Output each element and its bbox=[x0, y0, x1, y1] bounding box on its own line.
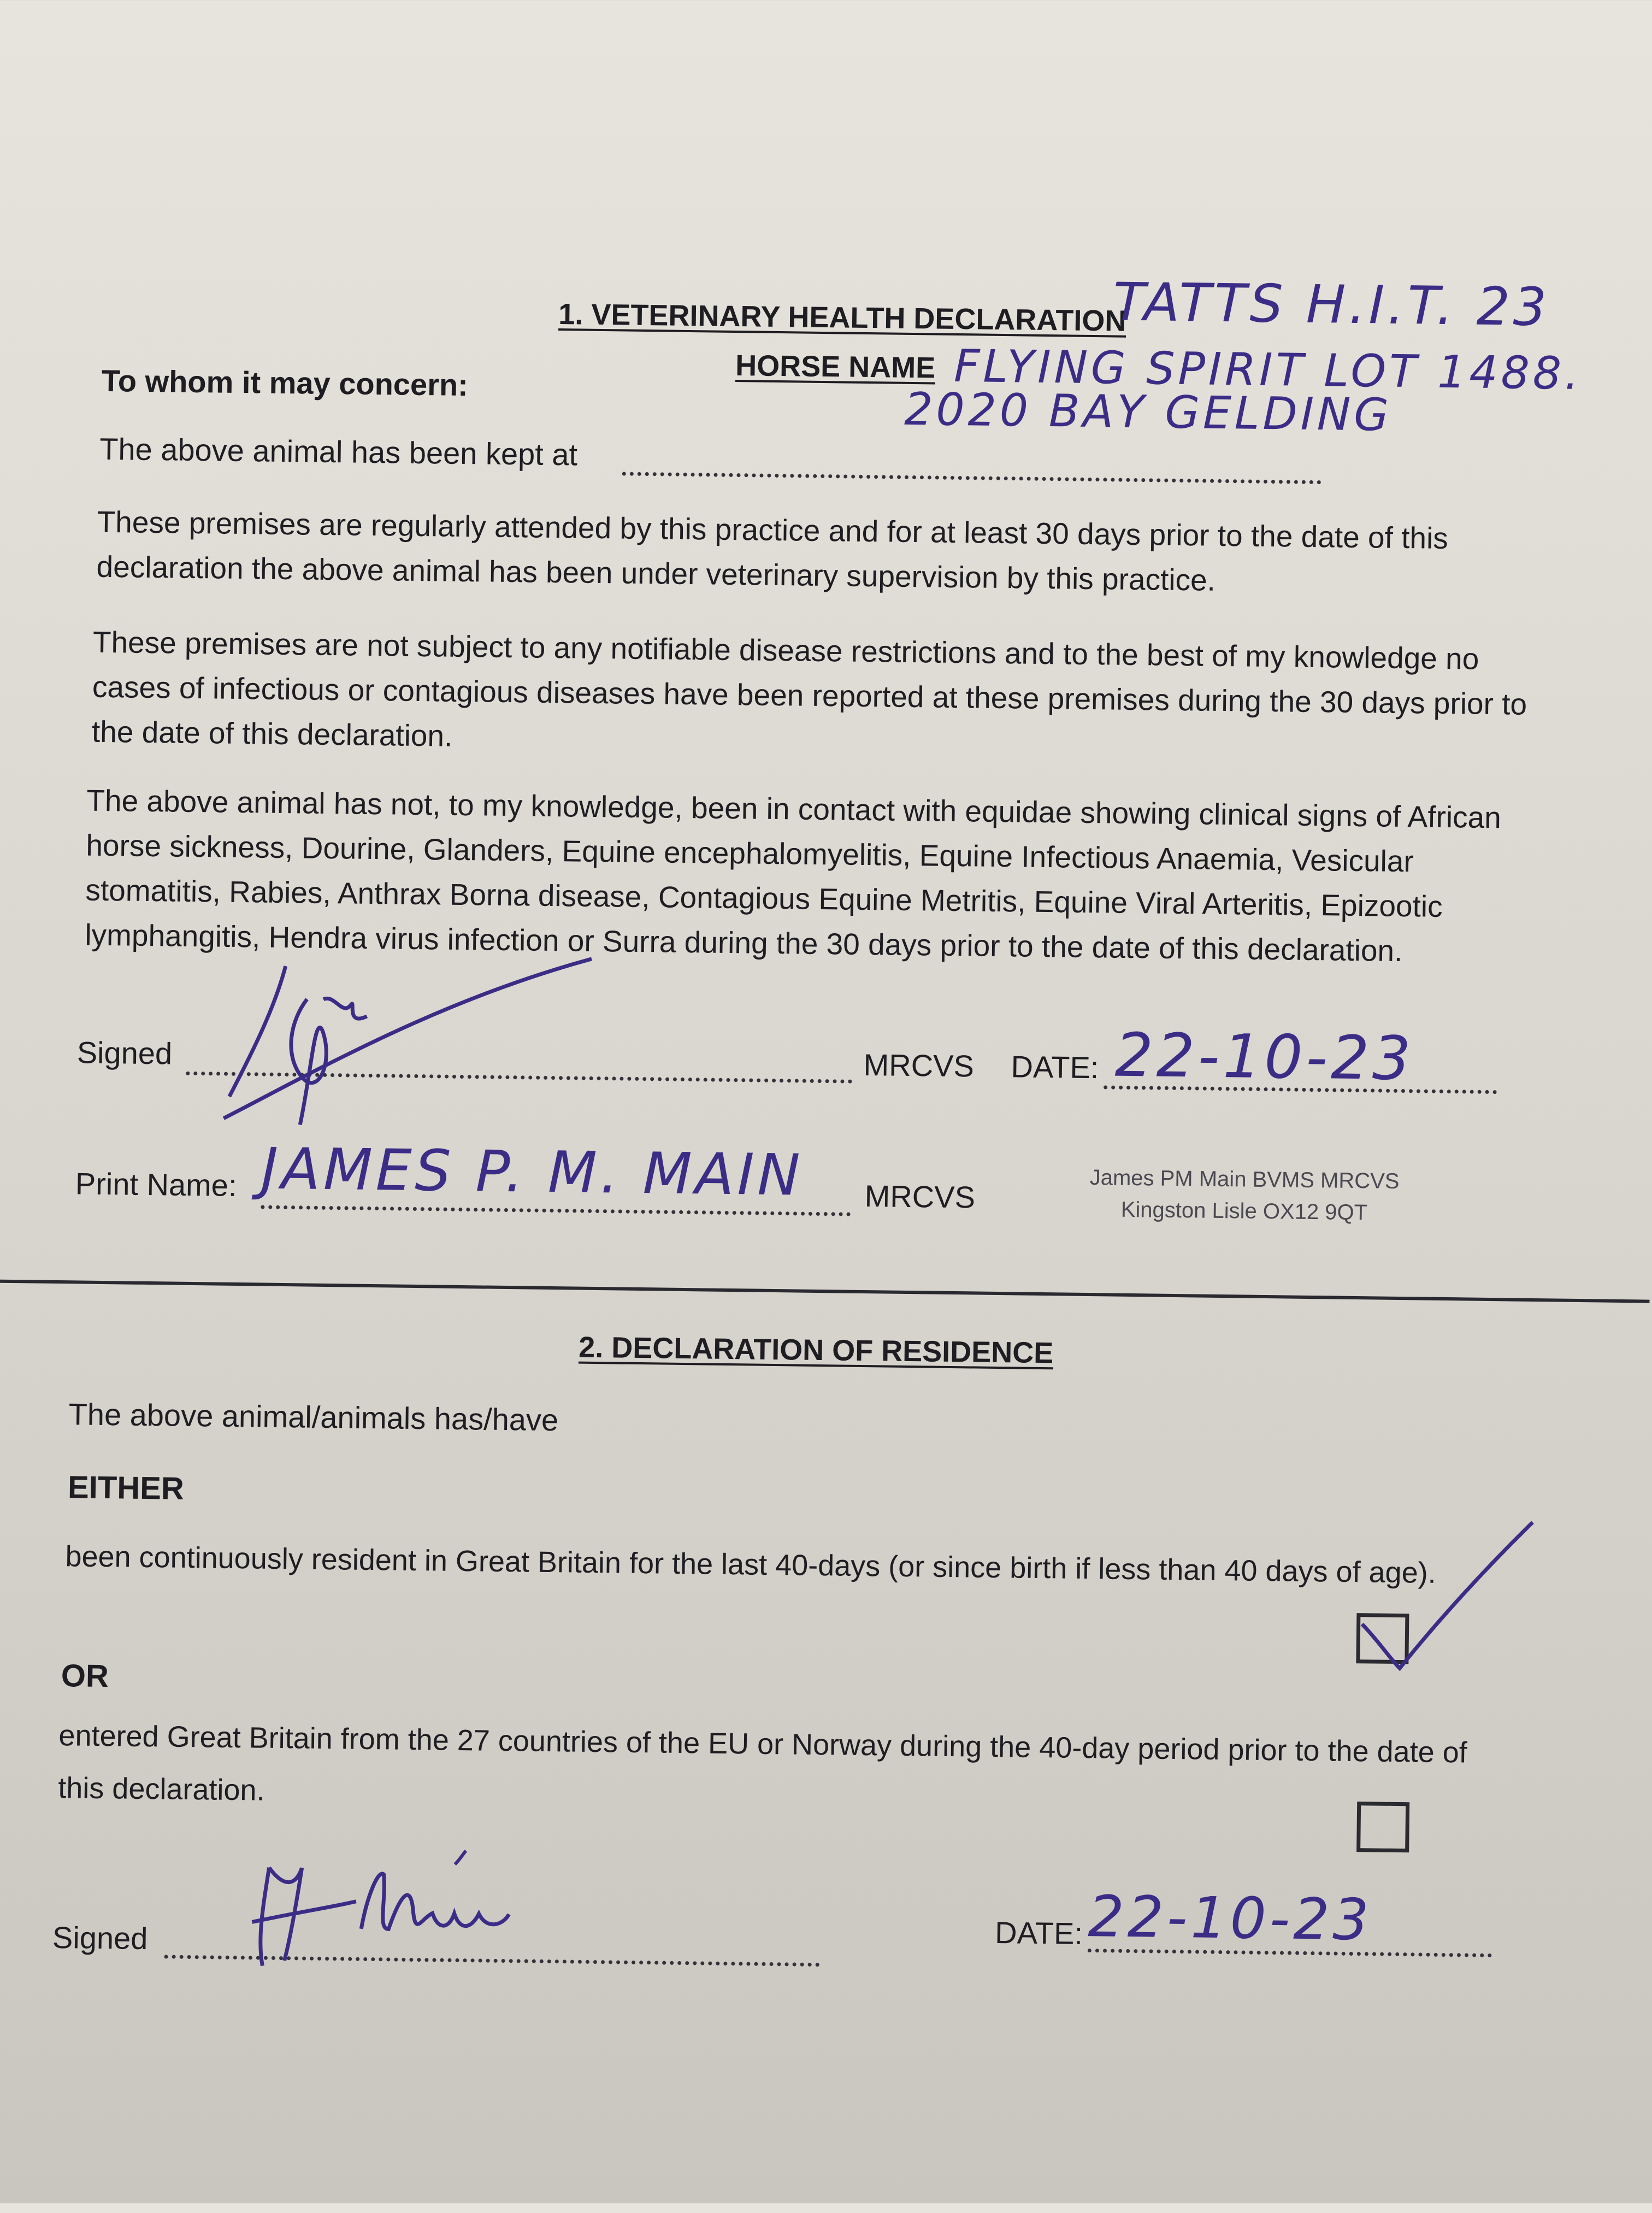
stamp-name: James PM Main BVMS MRCVS bbox=[1089, 1166, 1400, 1193]
handwritten-date-1: 22-10-23 bbox=[1114, 1020, 1414, 1094]
date-label-1: DATE: bbox=[1011, 1049, 1099, 1085]
vet-signature-1 bbox=[207, 932, 625, 1145]
mrcvs-label-1: MRCVS bbox=[863, 1047, 975, 1084]
greeting: To whom it may concern: bbox=[101, 363, 469, 403]
print-name-label: Print Name: bbox=[75, 1166, 237, 1203]
paragraph-no-restrictions: These premises are not subject to any notifiable disease restrictions and to the best of my knowledge no cases of infectious or contagious diseases have been reported at these premises during the 30 days prior to the date of this declaration. bbox=[91, 625, 1527, 753]
option2-checkbox[interactable] bbox=[1356, 1802, 1409, 1852]
mrcvs-label-2: MRCVS bbox=[864, 1179, 976, 1215]
handwritten-horse-name: FLYING SPIRIT LOT 1488. bbox=[953, 340, 1583, 400]
paragraph-no-contact: The above animal has not, to my knowledge, been in contact with equidae showing clinical signs of African horse sickness, Dourine, Glanders, Equine encephalomyelitis, Equine Infectious Anaemia, Vesicular stomatitis, Rabies, Anthrax Borna disease, Contagious Equine Metritis, Equine Viral Arteritis, Epizootic lymphangitis, Hendra virus infection or Surra during the 30 days prior to the date of this declaration. bbox=[85, 783, 1502, 968]
handwritten-sale-reference: TATTS H.I.T. 23 bbox=[1113, 271, 1550, 338]
section1-title: 1. VETERINARY HEALTH DECLARATION bbox=[558, 298, 1126, 338]
handwritten-horse-description: 2020 BAY GELDING bbox=[904, 383, 1393, 442]
signed-label-1: Signed bbox=[76, 1035, 173, 1071]
vet-signature-2 bbox=[235, 1845, 542, 1975]
handwritten-print-name: JAMES P. M. MAIN bbox=[261, 1135, 804, 1209]
date-label-2: DATE: bbox=[994, 1915, 1083, 1951]
check-mark-icon bbox=[1356, 1515, 1544, 1675]
residence-option-2: entered Great Britain from the 27 countries of the EU or Norway during the 40-day period prior to the date of this declaration. bbox=[57, 1719, 1468, 1807]
vet-stamp bbox=[1069, 1162, 1419, 1229]
either-label: EITHER bbox=[67, 1469, 185, 1506]
kept-at-label: The above animal has been kept at bbox=[99, 431, 578, 472]
handwritten-date-2: 22-10-23 bbox=[1087, 1883, 1373, 1953]
residence-intro: The above animal/animals has/have bbox=[68, 1397, 559, 1438]
kept-at-line bbox=[622, 472, 1321, 485]
horse-name-label: HORSE NAME bbox=[735, 349, 936, 385]
paragraph-supervision: These premises are regularly attended by this practice and for at least 30 days prior to the date of this declaration the above animal has been under veterinary supervision by this practice. bbox=[96, 504, 1449, 597]
section2-title: 2. DECLARATION OF RESIDENCE bbox=[578, 1331, 1054, 1370]
residence-option-1: been continuously resident in Great Britain for the last 40-days (or since birth if less than 40 days of age). bbox=[65, 1540, 1437, 1590]
signed-label-2: Signed bbox=[52, 1920, 148, 1956]
stamp-address: Kingston Lisle OX12 9QT bbox=[1120, 1197, 1368, 1225]
section-divider bbox=[0, 1280, 1649, 1303]
or-label: OR bbox=[61, 1658, 109, 1694]
